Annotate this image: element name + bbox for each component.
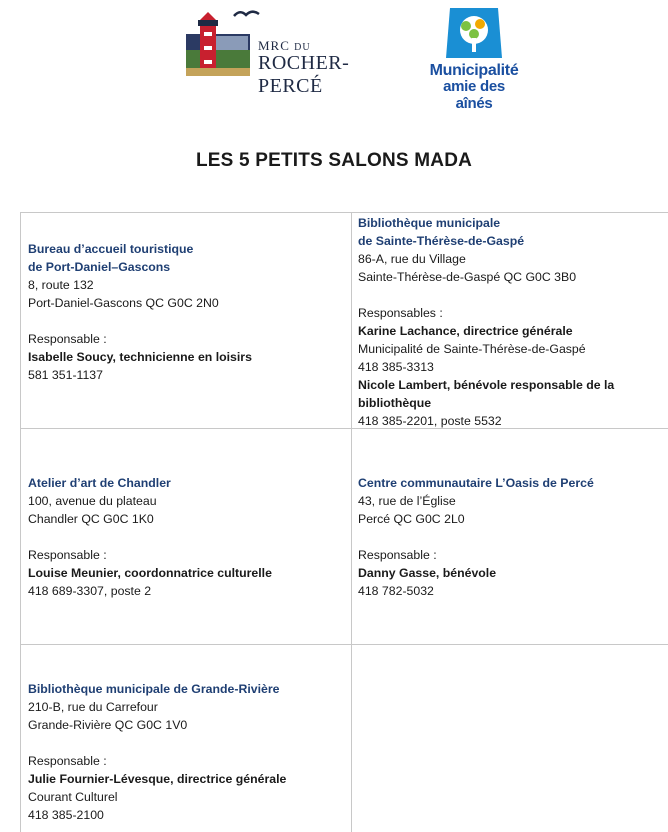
mrc-name: ROCHER-PERCÉ bbox=[258, 52, 350, 97]
salon-address: 86-A, rue du Village bbox=[358, 252, 466, 266]
responsable-label: Responsable : bbox=[358, 548, 437, 562]
salon-name: Bureau d’accueil touristique bbox=[28, 242, 194, 256]
responsable-name: Danny Gasse, bénévole bbox=[358, 566, 497, 580]
salon-address: 43, rue de l’Église bbox=[358, 494, 456, 508]
mrc-logo bbox=[186, 6, 404, 97]
table-border-left bbox=[20, 212, 21, 832]
salon-sainte-therese bbox=[358, 214, 614, 430]
responsable2-name-line2: bibliothèque bbox=[358, 396, 432, 410]
mada-logo-text bbox=[424, 62, 524, 112]
mrc-du-label: DU bbox=[294, 42, 311, 53]
responsable-label: Responsable : bbox=[28, 754, 107, 768]
responsable-name: Louise Meunier, coordonnatrice culturelle bbox=[28, 566, 272, 580]
salon-port-daniel bbox=[28, 240, 252, 384]
responsable-phone: 418 782-5032 bbox=[358, 584, 434, 598]
responsable-name: Karine Lachance, directrice générale bbox=[358, 324, 573, 338]
salon-city: Sainte-Thérèse-de-Gaspé QC G0C 3B0 bbox=[358, 270, 577, 284]
table-divider-row2 bbox=[20, 644, 668, 645]
mrc-label: MRC bbox=[258, 38, 290, 53]
mrc-logo-text bbox=[258, 38, 404, 98]
salon-address: 210-B, rue du Carrefour bbox=[28, 700, 158, 714]
salon-city: Port-Daniel-Gascons QC G0C 2N0 bbox=[28, 296, 219, 310]
salon-name-line2: de Port-Daniel–Gascons bbox=[28, 260, 171, 274]
responsable-label: Responsable : bbox=[28, 548, 107, 562]
responsable-name: Julie Fournier-Lévesque, directrice générale bbox=[28, 772, 287, 786]
salon-perce bbox=[358, 474, 594, 600]
salon-name: Atelier d’art de Chandler bbox=[28, 476, 171, 490]
salon-city: Grande-Rivière QC G0C 1V0 bbox=[28, 718, 188, 732]
responsable2-phone: 418 385-2201, poste 5532 bbox=[358, 414, 502, 428]
mada-line1: Municipalité bbox=[429, 62, 519, 79]
table-border-top bbox=[20, 212, 668, 213]
salon-name: Bibliothèque municipale bbox=[358, 216, 501, 230]
responsable-label: Responsable : bbox=[28, 332, 107, 346]
salon-grande-riviere bbox=[28, 680, 286, 824]
responsable-phone: 418 689-3307, poste 2 bbox=[28, 584, 152, 598]
salon-address: 100, avenue du plateau bbox=[28, 494, 157, 508]
salon-city: Percé QC G0C 2L0 bbox=[358, 512, 465, 526]
responsable-org: Courant Culturel bbox=[28, 790, 118, 804]
tree-icon bbox=[420, 4, 528, 64]
responsable-name: Isabelle Soucy, technicienne en loisirs bbox=[28, 350, 252, 364]
salon-chandler bbox=[28, 474, 272, 600]
responsable-phone: 418 385-2100 bbox=[28, 808, 104, 822]
responsable-org: Municipalité de Sainte-Thérèse-de-Gaspé bbox=[358, 342, 586, 356]
responsable-label: Responsables : bbox=[358, 306, 443, 320]
mada-line2: amie des aînés bbox=[443, 78, 505, 112]
table-divider-vertical bbox=[351, 212, 352, 832]
salon-name-line2: de Sainte-Thérèse-de-Gaspé bbox=[358, 234, 525, 248]
salon-city: Chandler QC G0C 1K0 bbox=[28, 512, 154, 526]
salon-address: 8, route 132 bbox=[28, 278, 94, 292]
responsable2-name: Nicole Lambert, bénévole responsable de la bbox=[358, 378, 615, 392]
page-title: LES 5 PETITS SALONS MADA bbox=[195, 150, 473, 171]
salon-name: Bibliothèque municipale de Grande-Rivière bbox=[28, 682, 280, 696]
responsable-phone: 581 351-1137 bbox=[28, 368, 103, 382]
responsable-phone: 418 385-3313 bbox=[358, 360, 434, 374]
salon-name: Centre communautaire L’Oasis de Percé bbox=[358, 476, 594, 490]
